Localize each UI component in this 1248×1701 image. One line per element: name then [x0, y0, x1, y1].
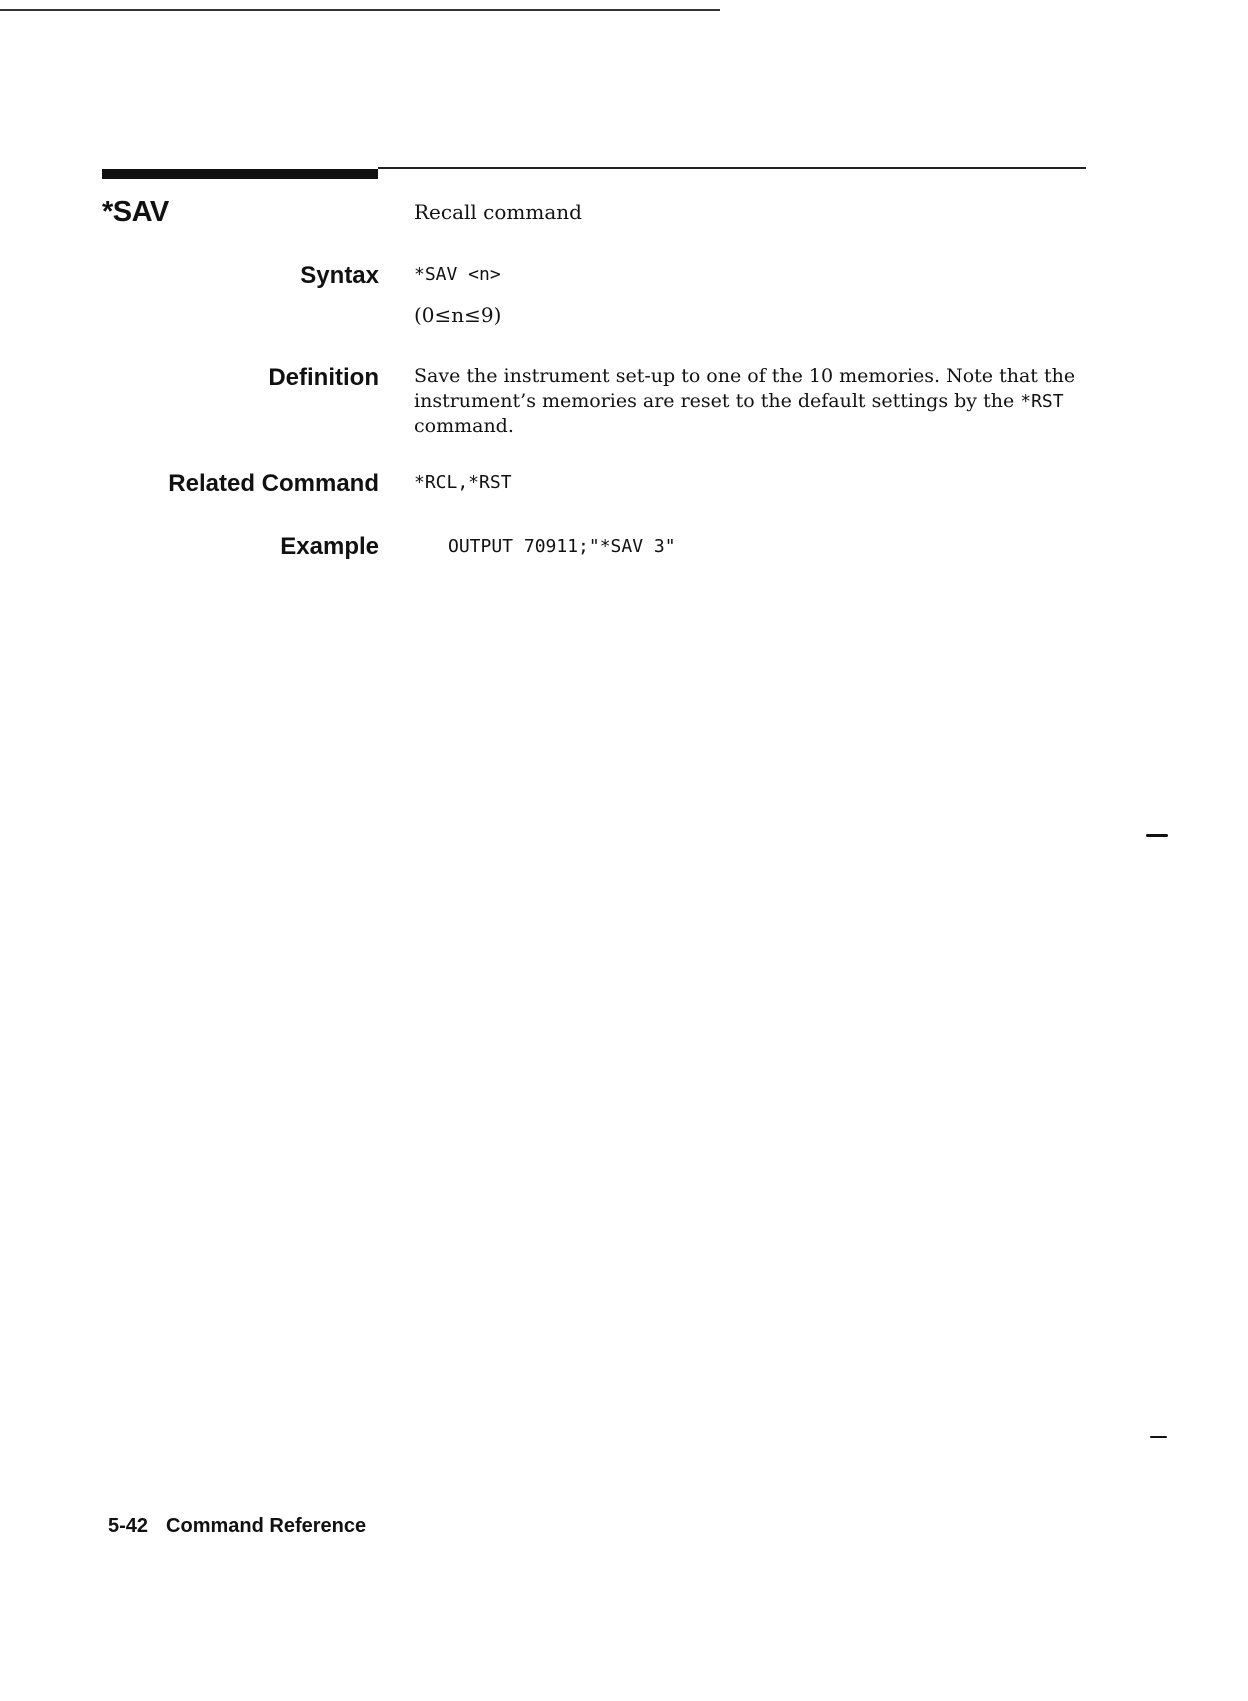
definition-text-part: Save the instrument set-up to one of the 10 memories. Note that the instrument’s memories are reset to the default settings by the — [414, 365, 1076, 412]
example-label: Example — [280, 533, 379, 560]
footer-section: Command Reference — [166, 1515, 367, 1537]
command-summary: Recall command — [414, 200, 582, 224]
syntax-range: (0≤n≤9) — [414, 303, 502, 327]
binding-mark — [1150, 1436, 1167, 1438]
top-rule — [0, 9, 720, 11]
binding-mark — [1146, 834, 1168, 837]
definition-text — [414, 364, 1094, 439]
section-header-rule — [378, 167, 1086, 169]
definition-code: *RST — [1020, 391, 1064, 412]
command-title: *SAV — [102, 196, 169, 228]
syntax-form: *SAV <n> — [414, 264, 501, 285]
definition-text-end: command. — [414, 415, 514, 437]
related-command-label: Related Command — [168, 470, 379, 497]
related-command-value: *RCL,*RST — [414, 472, 512, 493]
section-header-bar — [102, 169, 378, 179]
definition-label: Definition — [268, 364, 379, 391]
page-footer — [108, 1515, 366, 1538]
example-code: OUTPUT 70911;"*SAV 3" — [448, 536, 676, 557]
page-number: 5-42 — [108, 1515, 149, 1537]
syntax-label: Syntax — [300, 262, 379, 289]
